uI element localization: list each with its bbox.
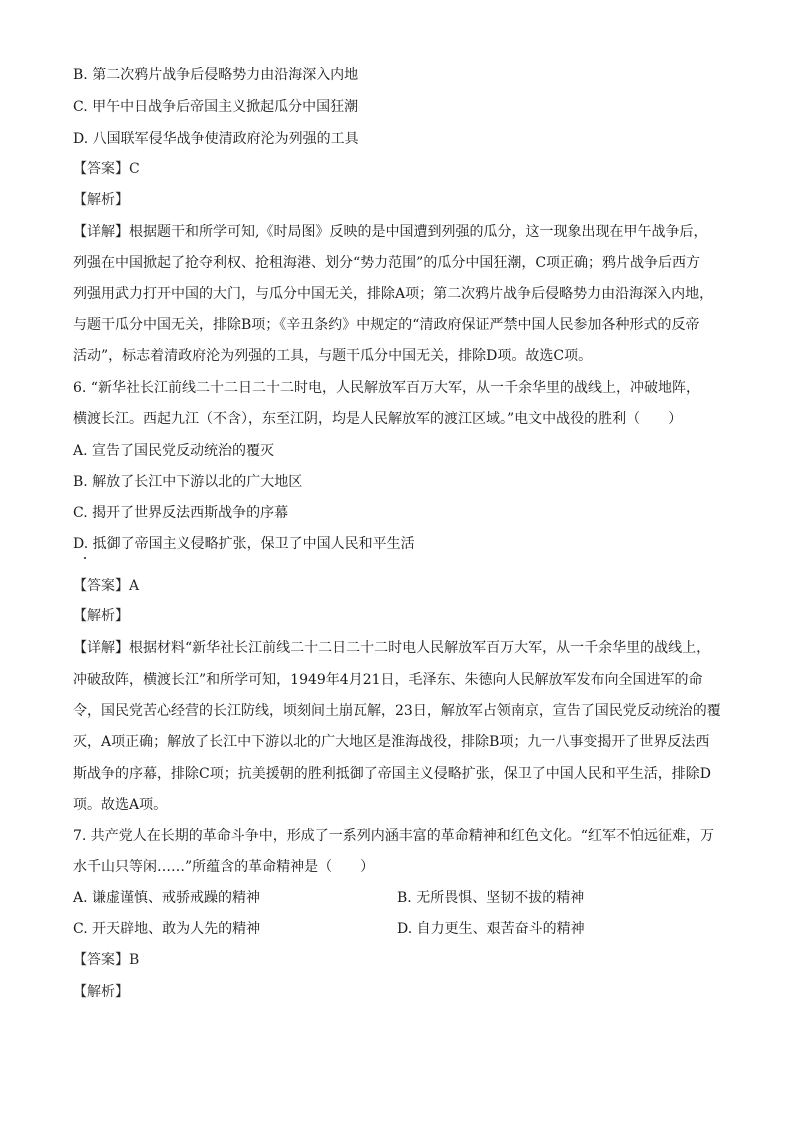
q7-option-a: A. 谦虚谨慎、戒骄戒躁的精神 — [73, 890, 261, 906]
q5-option-d: D. 八国联军侵华战争使清政府沦为列强的工具 — [73, 131, 359, 147]
q6-stem-line: 6. “新华社长江前线二十二日二十二时电，人民解放军百万大军，从一千余华里的战线上，冲破地阵， — [73, 380, 700, 396]
q5-detail-line: 列强用武力打开中国的大门，与瓜分中国无关，排除A项；第二次鸦片战争后侵略势力由沿海深入内地， — [73, 286, 714, 302]
stray-dot — [84, 557, 86, 559]
q6-option-d: D. 抵御了帝国主义侵略扩张，保卫了中国人民和平生活 — [73, 536, 415, 552]
q6-stem-line: 横渡长江。西起九江（不含），东至江阴，均是人民解放军的渡江区域。”电文中战役的胜利（ ） — [73, 411, 683, 427]
q6-answer: 【答案】A — [73, 578, 140, 594]
q5-detail-line: 活动”，标志着清政府沦为列强的工具，与题干瓜分中国无关，排除D项。故选C项。 — [73, 348, 593, 364]
q5-analysis-label: 【解析】 — [73, 192, 129, 208]
q6-detail-line: 灭，A项正确；解放了长江中下游以北的广大地区是淮海战役，排除B项；九一八事变揭开了世界反法西 — [73, 734, 710, 750]
q5-option-b: B. 第二次鸦片战争后侵略势力由沿海深入内地 — [73, 67, 359, 83]
q6-detail-line: 冲破敌阵，横渡长江”和所学可知，1949年4月21日，毛泽东、朱德向人民解放军发布向全国进军的命 — [73, 672, 703, 688]
q5-detail-line: 列强在中国掀起了抢夺利权、抢租海港、划分“势力范围”的瓜分中国狂潮，C项正确；鸦片战争后西方 — [73, 255, 701, 271]
q5-detail-line: 【详解】根据题干和所学可知,《时局图》反映的是中国遭到列强的瓜分，这一现象出现在甲午战争后， — [73, 224, 708, 240]
q7-option-c: C. 开天辟地、敢为人先的精神 — [73, 921, 261, 937]
q7-answer: 【答案】B — [73, 952, 140, 968]
q5-answer: 【答案】C — [73, 161, 140, 177]
q7-option-d: D. 自力更生、艰苦奋斗的精神 — [397, 921, 585, 937]
q6-detail-line: 令，国民党苦心经营的长江防线，顷刻间土崩瓦解，23日，解放军占领南京，宣告了国民党反动统治的覆 — [73, 703, 721, 719]
q7-stem-line: 水千山只等闲……”所蕴含的革命精神是（ ） — [73, 859, 375, 875]
q7-stem-line: 7. 共产党人在长期的革命斗争中，形成了一系列内涵丰富的革命精神和红色文化。“红军不怕远征难，万 — [73, 828, 714, 844]
q6-detail-line: 【详解】根据材料“新华社长江前线二十二日二十二时电人民解放军百万大军，从一千余华里的战线上， — [73, 640, 711, 656]
q6-analysis-label: 【解析】 — [73, 608, 129, 624]
q6-option-b: B. 解放了长江中下游以北的广大地区 — [73, 474, 303, 490]
q7-analysis-label: 【解析】 — [73, 984, 129, 1000]
q6-detail-line: 斯战争的序幕，排除C项；抗美援朝的胜利抵御了帝国主义侵略扩张，保卫了中国人民和平生活，排除D — [73, 766, 711, 782]
q6-option-c: C. 揭开了世界反法西斯战争的序幕 — [73, 505, 289, 521]
q5-detail-line: 与题干瓜分中国无关，排除B项；《辛丑条约》中规定的“清政府保证严禁中国人民参加各种形式的反帝 — [73, 317, 700, 333]
q6-detail-line: 项。故选A项。 — [73, 797, 168, 813]
q6-option-a: A. 宣告了国民党反动统治的覆灭 — [73, 443, 275, 459]
q5-option-c: C. 甲午中日战争后帝国主义掀起瓜分中国狂潮 — [73, 99, 359, 115]
q7-option-b: B. 无所畏惧、坚韧不拔的精神 — [397, 890, 585, 906]
